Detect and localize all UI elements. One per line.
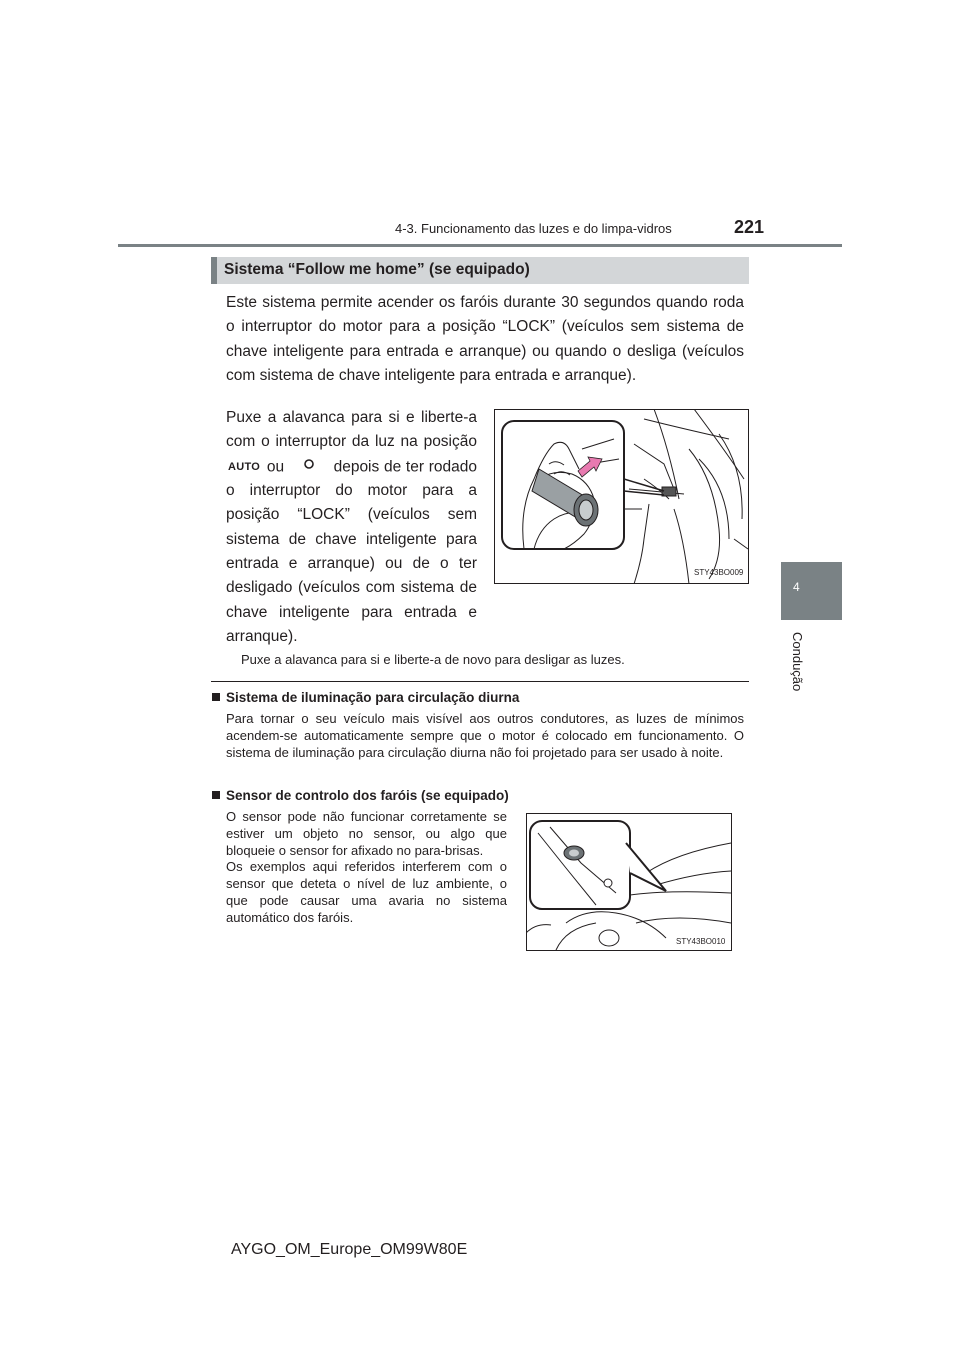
figure2-code: STY43BO010	[676, 937, 726, 946]
step-text-part1: Puxe a alavanca para si e liberte-a com o interruptor da luz na posição	[226, 409, 477, 451]
chapter-tab-number: 4	[793, 580, 800, 594]
step-text-part2: depois de ter rodado o interruptor do motor para a posição “LOCK” (veículos sem sistema de chave inteligente para entrada e arranque) ou de o ter desligado (veículos com sistema de chave inteligente para entrada e arranque).	[226, 457, 477, 645]
intro-paragraph: Este sistema permite acender os faróis durante 30 segundos quando roda o interruptor do motor para a posição “LOCK” (veículos sem sistema de chave inteligente para entrada e arranque) ou quando o desliga (veículos com sistema de chave inteligente para entrada e arranque).	[226, 294, 744, 384]
chapter-tab-label: Condução	[790, 632, 805, 692]
lever-note: Puxe a alavanca para si e liberte-a de novo para desligar as luzes.	[241, 652, 625, 667]
section-title: Sistema “Follow me home” (se equipado)	[224, 261, 530, 278]
sensor-paragraph-line2: Os exemplos aqui referidos interferem com o sensor que deteta o nível de luz ambiente, o que pode causar uma avaria no sistema automático dos faróis.	[226, 859, 507, 925]
sensor-heading	[212, 788, 509, 803]
running-header: 4-3. Funcionamento das luzes e do limpa-vidros	[395, 221, 672, 236]
lever-illustration	[494, 409, 749, 584]
figure1-code: STY43BO009	[694, 568, 744, 577]
sensor-paragraph-line1: O sensor pode não funcionar corretamente se estiver um objeto no sensor, ou algo que bloqueie o sensor for afixado no para-brisas.	[226, 809, 507, 858]
drl-heading	[212, 690, 519, 705]
step-text-or: ou	[266, 457, 285, 475]
chapter-tab	[781, 562, 842, 620]
header-rule	[118, 244, 842, 247]
sensor-illustration	[526, 813, 732, 951]
step-paragraph	[226, 406, 477, 649]
auto-position-symbol: AUTO	[228, 460, 261, 473]
drl-paragraph: Para tornar o seu veículo mais visível aos outros condutores, as luzes de mínimos acendem-se automaticamente sempre que o motor é colocado em funcionamento. O sistema de iluminação para circulação diurna não foi projetado para ser usado à noite.	[226, 711, 744, 760]
square-bullet-icon	[212, 791, 220, 799]
section-divider	[211, 681, 749, 682]
off-position-icon	[289, 455, 329, 479]
sensor-heading-text: Sensor de controlo dos faróis (se equipado)	[226, 788, 509, 803]
sensor-paragraph	[226, 809, 507, 927]
drl-heading-text: Sistema de iluminação para circulação diurna	[226, 690, 520, 705]
square-bullet-icon	[212, 693, 220, 701]
section-title-accent	[211, 257, 217, 284]
page-number: 221	[734, 217, 765, 237]
document-id: AYGO_OM_Europe_OM99W80E	[231, 1241, 468, 1258]
